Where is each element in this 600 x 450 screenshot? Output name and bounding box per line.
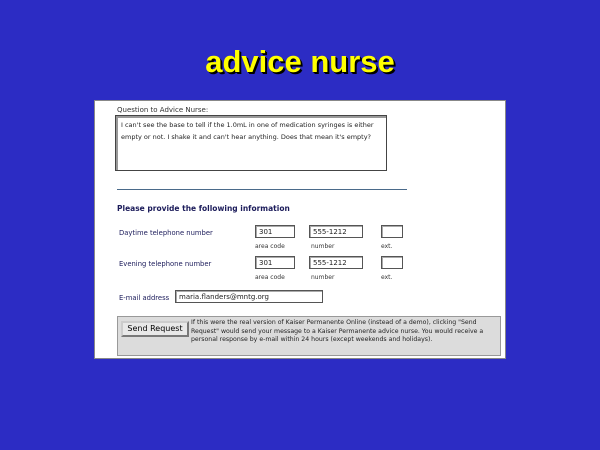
evening-ext-input[interactable] [381, 256, 403, 269]
daytime-ext-input[interactable] [381, 225, 403, 238]
daytime-area-code-caption: area code [255, 243, 285, 250]
evening-number-input[interactable]: 555-1212 [309, 256, 363, 269]
daytime-phone-label: Daytime telephone number [119, 229, 213, 237]
slide-title: advice nurse [205, 44, 395, 79]
divider [117, 189, 407, 190]
evening-area-code-input[interactable]: 301 [255, 256, 295, 269]
evening-number-caption: number [311, 274, 335, 281]
evening-ext-caption: ext. [381, 274, 393, 281]
daytime-number-caption: number [311, 243, 335, 250]
evening-area-code-caption: area code [255, 274, 285, 281]
daytime-number-input[interactable]: 555-1212 [309, 225, 363, 238]
email-label: E-mail address [119, 294, 170, 302]
section-heading: Please provide the following information [117, 204, 290, 213]
demo-note: If this were the real version of Kaiser Permanente Online (instead of a demo), clicking "Send Request" would send your message to a Kaiser Permanente advice nurse. You would receive a personal response by e-mail within 24 hours (except weekends and holidays). [191, 319, 484, 343]
question-textarea[interactable]: I can't see the base to tell if the 1.0mL in one of medication syringes is either empty or not. I shake it and can't hear anything. Does that mean it's empty? [115, 115, 387, 171]
daytime-ext-caption: ext. [381, 243, 393, 250]
evening-phone-label: Evening telephone number [119, 260, 212, 268]
advice-nurse-form [94, 100, 506, 359]
send-request-button[interactable]: Send Request [121, 321, 189, 337]
question-label: Question to Advice Nurse: [117, 106, 209, 114]
daytime-area-code-input[interactable]: 301 [255, 225, 295, 238]
email-input[interactable]: maria.flanders@mntg.org [175, 290, 323, 303]
